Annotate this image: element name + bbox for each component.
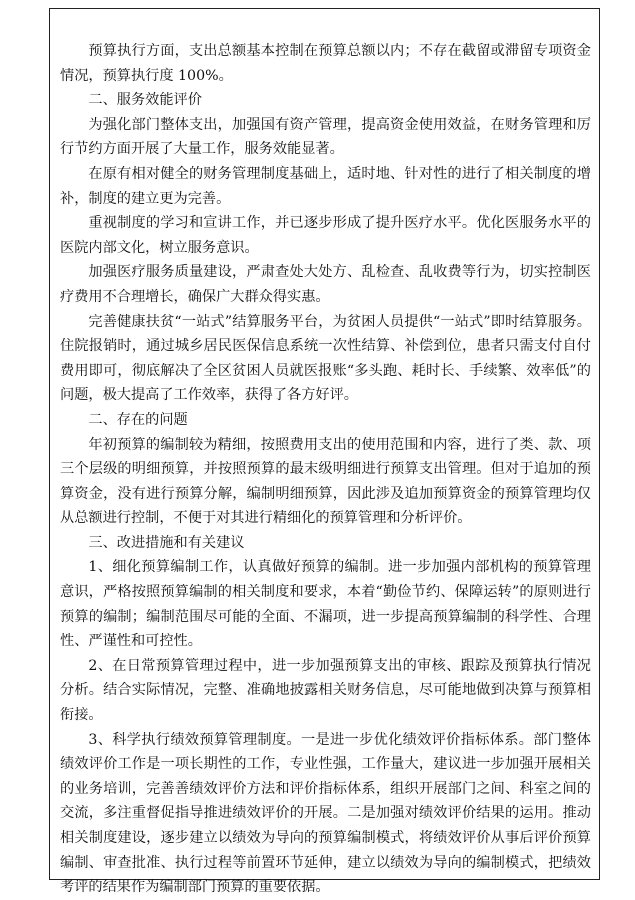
- heading-problems: 二、存在的问题: [88, 411, 188, 428]
- paragraph-quality: 加强医疗服务质量建设，严肃查处大处方、乱检查、乱收费等行为，切实控制医疗费用不合理增长，确保广大群众得实惠。: [60, 264, 591, 305]
- paragraph-system-improvement: 在原有相对健全的财务管理制度基础上，适时地、针对性的进行了相关制度的增补，制度的建立更为完善。: [60, 165, 591, 207]
- document-table-border: [49, 8, 600, 896]
- heading-improvements: 三、改进措施和有关建议: [88, 534, 245, 551]
- paragraph-improvement-3: 3、科学执行绩效预算管理制度。一是进一步优化绩效评价指标体系。部门整体绩效评价工作是一项长期性的工作，专业性强，工作量大，建议进一步加强开展相关的业务培训，完善善绩效评价方法和评价指标体系，组织开展部门之间、科室之间的交流，多注重督促指导推进绩效评价的开展。二是加强对绩效评价结果的运用。推动相关制度建设，逐步建立以绩效为导向的预算编制模式，将绩效评价从事后评价预算编制、审查批准、执行过程等前置环节延伸，建立以绩效为导向的编制模式，把绩效考评的结果作为编制部门预算的重要依据。: [60, 731, 591, 896]
- heading-service-efficiency: 二、服务效能评价: [88, 92, 202, 109]
- paragraph-strengthen-spending: 为强化部门整体支出，加强国有资产管理，提高资金使用效益，在财务管理和厉行节约方面开展了大量工作，服务效能显著。: [60, 116, 591, 158]
- paragraph-budget-execution: 预算执行方面，支出总额基本控制在预算总额以内；不存在截留或滞留专项资金情况，预算执行度 100%。: [60, 43, 591, 84]
- paragraph-improvement-1: 1、细化预算编制工作，认真做好预算的编制。进一步加强内部机构的预算管理意识，严格按照预算编制的相关制度和要求，本着“勤俭节约、保障运转”的原则进行预算的编制；编制范围尽可能的全面、不漏项，进一步提高预算编制的科学性、合理性、严谨性和可控性。: [60, 559, 591, 650]
- document-body: [60, 39, 591, 900]
- paragraph-improvement-2: 2、在日常预算管理过程中，进一步加强预算支出的审核、跟踪及预算执行情况分析。结合实际情况，完整、准确地披露相关财务信息，尽可能地做到决算与预算相衔接。: [60, 657, 591, 724]
- paragraph-problems: 年初预算的编制较为精细，按照费用支出的使用范围和内容，进行了类、款、项三个层级的明细预算，并按照预算的最末级明细进行预算支出管理。但对于追加的预算资金，没有进行预算分解，编制明细预算，因此涉及追加预算资金的预算管理均仅从总额进行控制，不便于对其进行精细化的预算管理和分析评价。: [60, 436, 591, 527]
- paragraph-training: 重视制度的学习和宣讲工作，并已逐步形成了提升医疗水平。优化医服务水平的医院内部文化，树立服务意识。: [60, 215, 591, 256]
- paragraph-one-stop: 完善健康扶贫“一站式”结算服务平台，为贫困人员提供“一站式”即时结算服务。住院报销时，通过城乡居民医保信息系统一次性结算、补偿到位，患者只需支付自付费用即可，彻底解决了全区贫困人员就医报账“多头跑、耗时长、手续繁、效率低”的问题，极大提高了工作效率，获得了各方好评。: [60, 313, 591, 404]
